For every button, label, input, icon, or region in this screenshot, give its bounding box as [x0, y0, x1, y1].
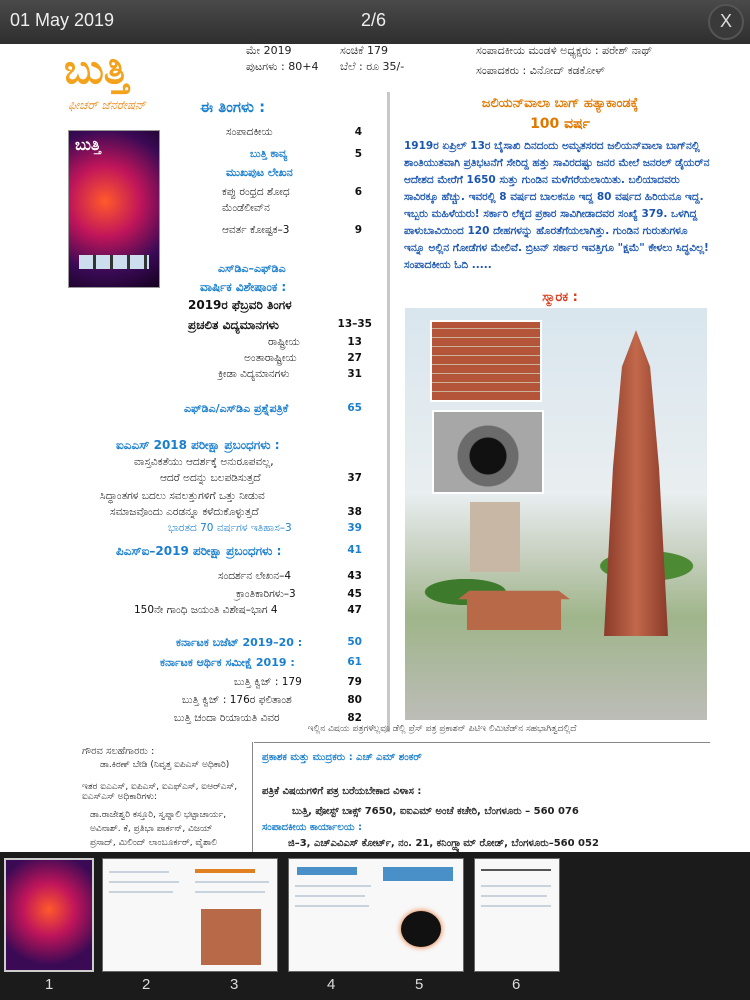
- price-info: ಬೆಲೆ : ರೂ 35/-: [340, 60, 405, 73]
- postal-address: ಬುತ್ತಿ, ಪೋಸ್ಟ್ ಬಾಕ್ಸ್ 7650, ಐಐಎಮ್ ಅಂಚೆ ಕಚೇರಿ, ಬೆಂಗಳೂರು – 560 076: [292, 806, 579, 817]
- logo-subtitle: ಫೀಚರ್ ಜೆನರೇಷನ್: [68, 98, 146, 112]
- toc-row-num: 37: [347, 472, 362, 484]
- memorial-heading: ಸ್ಮಾರಕ :: [542, 290, 578, 305]
- cover-title: ಬುತ್ತಿ: [75, 135, 101, 154]
- toc-row-num: 5: [354, 148, 362, 160]
- article-title: ಜಲಿಯನ್‌ವಾಲಾ ಬಾಗ್ ಹತ್ಯಾಕಾಂಡಕ್ಕೆ: [481, 96, 639, 111]
- magazine-logo: ಬುತ್ತಿ: [64, 46, 129, 93]
- sda-fda-heading: ಎಸ್‌ಡಿಎ–ಎಫ್‌ಡಿಎ: [218, 262, 286, 275]
- office-label: ಸಂಪಾದಕೀಯ ಕಾರ್ಯಾಲಯ :: [262, 822, 363, 833]
- thumbnail-page-6[interactable]: [474, 858, 560, 972]
- toc-row-label: ವಾಸ್ತವಿಕತೆಯು ಆದರ್ಶಕ್ಕೆ ಅನುರೂಪವಲ್ಲ,: [134, 456, 274, 468]
- page-indicator: 2/6: [361, 10, 387, 30]
- cover-faces: [79, 255, 149, 269]
- toc-row-label: ಆವರ್ತ ಕೋಷ್ಟಕ–3: [222, 224, 290, 236]
- footer-divider: [254, 742, 710, 743]
- publisher-label: ಪ್ರಕಾಶಕ ಮತ್ತು ಮುದ್ರಕರು : ಎಚ್ ಎಮ್ ಶಂಕರ್: [262, 752, 422, 763]
- toc-row-label: ಕ್ರಾಂತಿಕಾರಿಗಳು–3: [236, 588, 296, 600]
- budget-label: ಕರ್ನಾಟಕ ಬಜೆಟ್ 2019–20 :: [176, 636, 303, 649]
- month-year: ಮೇ 2019: [246, 44, 292, 57]
- board-chief: ಸಂಪಾದಕೀಯ ಮಂಡಳಿ ಅಧ್ಯಕ್ಷರು : ಪರೇಶ್ ನಾಥ್: [476, 44, 653, 57]
- toc-row-label: ಮೆಂಡೆಲೀವ್‌ನ: [222, 202, 270, 214]
- toc-row-num: 80: [347, 694, 362, 706]
- toc-row-label: ಬುತ್ತಿ ಕ್ವಿಜ್ : 176ರ ಫಲಿತಾಂಶ: [182, 694, 292, 706]
- thumbnail-label: 1: [45, 976, 54, 993]
- page-thumbnail-strip: [0, 852, 750, 1000]
- bullet-marks-photo: [430, 320, 542, 402]
- thumbnail-label: 3: [230, 976, 239, 993]
- thumbnail-label: 5: [415, 976, 424, 993]
- partnership-caption: ಇಲ್ಲಿನ ವಿಷಯ ಪತ್ರಗಳೆಲ್ಲವೂ ಡೆಲ್ಲಿ ಪ್ರೆಸ್ ಪತ್ರ ಪ್ರಕಾಶನ್ ಪಿಟಿಇ ಲಿಮಿಟೆಡ್‌ನ ಸಹಭಾಗಿತ್ವದಲ್ಲಿದೆ: [307, 724, 577, 734]
- toc-row-label: ಭಾರತದ 70 ವರ್ಷಗಳ ಇತಿಹಾಸ–3: [168, 522, 292, 534]
- editor-name: ಸಂಪಾದಕರು : ವಿನೋದ್ ಕಡಕೋಳ್: [476, 64, 605, 77]
- toc-row-label: ಬುತ್ತಿ ಕಾವ್ಯ: [250, 148, 288, 160]
- toc-section-heading: ಮುಖಪುಟ ಲೇಖನ: [226, 166, 293, 179]
- question-paper-num: 65: [347, 402, 362, 414]
- office-address: ಜಿ–3, ಎಚ್‌ಎವಿಎಸ್ ಕೋರ್ಟ್, ನಂ. 21, ಕನಿಂಗ್ಹ್ಯಾಮ್ ರೋಡ್, ಬೆಂಗಳೂರು–560 052: [288, 838, 599, 849]
- article-body: 1919ರ ಏಪ್ರಿಲ್ 13ರ ಬೈಸಾಖಿ ದಿನದಂದು ಅಮೃತಸರದ ಜಲಿಯನ್‌ವಾಲಾ ಬಾಗ್‌ನಲ್ಲಿ ಶಾಂತಿಯುತವಾಗಿ ಪ್ರತಿಭಟನೆಗೆ ಸೇರಿದ್ದ ಹತ್ತು ಸಾವಿರದಷ್ಟು ಜನರ ಮೇಲೆ ಜನರಲ್ ಡೈಯರ್‌ನ ಆದೇಶದ ಮೇರೆಗೆ 1650 ಸುತ್ತು ಗುಂಡಿನ ಮಳೆಗರೆಯಲಾಯಿತು. ಬಲಿಯಾದವರು ಸಾವಿರಕ್ಕೂ ಹೆಚ್ಚು. ಇವರಲ್ಲಿ 8 ವರ್ಷದ ಬಾಲಕನೂ ಇದ್ದ 80 ವರ್ಷದ ಹಿರಿಯನೂ ಇದ್ದ. ಇಬ್ಬರು ಮಹಿಳೆಯರು! ಸರ್ಕಾರಿ ಲೆಕ್ಕದ ಪ್ರಕಾರ ಸಾವಿಗೀಡಾದವರ ಸಂಖ್ಯೆ 379. ಒಳಗಿದ್ದ ಪಾಳುಬಾವಿಯಿಂದ 120 ದೇಹಗಳನ್ನು ಹೊರತೆಗೆಯಲಾಗಿತ್ತು. ಗುಂಡಿನ ಗುರುತುಗಳೂ ಇನ್ನೂ ಅಲ್ಲಿನ ಗೋಡೆಗಳ ಮೇಲಿವೆ. ಬ್ರಿಟನ್ ಸರ್ಕಾರ ಇವತ್ತಿಗೂ "ಕ್ಷಮೆ" ಕೇಳಲು ಸಿದ್ಧವಿಲ್ಲ! ಸಂಪಾದಕೀಯ ಓದಿ .....: [404, 140, 710, 271]
- page-count-info: ಪುಟಗಳು : 80+4: [246, 60, 319, 73]
- toc-row-num: 27: [347, 352, 362, 364]
- magazine-page[interactable]: [0, 44, 750, 852]
- survey-num: 61: [347, 656, 362, 668]
- ias-essays-heading: ಐಎಎಸ್ 2018 ಪರೀಕ್ಷಾ ಪ್ರಬಂಧಗಳು :: [116, 438, 280, 452]
- martyrs-well-photo: [432, 410, 544, 494]
- advisor-label: ಗೌರವ ಸಲಹೆಗಾರರು :: [82, 746, 155, 757]
- toc-row-label: ಆದರೆ ಅದನ್ನು ಬಲಪಡಿಸುತ್ತದೆ: [160, 472, 261, 484]
- feb-heading: 2019ರ ಫೆಬ್ರವರಿ ತಿಂಗಳ: [188, 298, 292, 312]
- thumbnail-label: 2: [142, 976, 151, 993]
- current-affairs-label: ಪ್ರಚಲಿತ ವಿದ್ಯಮಾನಗಳು: [188, 318, 279, 332]
- officers-label: ಇತರ ಐಎಎಸ್, ಐಪಿಎಸ್, ಐಎಫ್‌ಎಸ್, ಐಆರ್‌ಎಸ್, ಐಎಸ್ಎಸ್ ಅಧಿಕಾರಿಗಳು:: [82, 782, 238, 802]
- toc-row-num: 39: [347, 522, 362, 534]
- budget-num: 50: [347, 636, 362, 648]
- toc-row-num: 79: [347, 676, 362, 688]
- toc-row-num: 13: [347, 336, 362, 348]
- close-icon: X: [719, 11, 732, 31]
- thumbnail-label: 6: [512, 976, 521, 993]
- toc-row-num: 43: [347, 570, 362, 582]
- toc-row-label: ಸಮಾಜವೊಂದು ಎರಡನ್ನೂ ಕಳೆದುಕೊಳ್ಳುತ್ತದೆ: [110, 506, 259, 518]
- thumbnail-pages-2-3[interactable]: [102, 858, 278, 972]
- background-building: [470, 502, 520, 572]
- article-subtitle: 100 ವರ್ಷ: [530, 116, 590, 132]
- officer-names: ಪ್ರಸಾದ್, ಮಿಲಿಂದ್ ಲಾಂಬೂರ್ಕರ್, ವೈಶಾಲಿ: [90, 838, 217, 848]
- thumbnail-label: 4: [327, 976, 336, 993]
- survey-label: ಕರ್ನಾಟಕ ಆರ್ಥಿಕ ಸಮೀಕ್ಷೆ 2019 :: [160, 656, 295, 669]
- officer-names: ಡಾ.ರಾಜೇಶ್ವರಿ ಕಸ್ತೂರಿ, ಸ್ವಪ್ನಾಲಿ ಭಟ್ಟಾಚಾರ್ಯ,: [90, 810, 227, 820]
- toc-row-num: 4: [354, 126, 362, 138]
- toc-row-label: 150ನೇ ಗಾಂಧಿ ಜಯಂತಿ ವಿಶೇಷ–ಭಾಗ 4: [134, 604, 278, 616]
- top-bar: [0, 0, 750, 44]
- toc-row-label: ಕಪ್ಪು ರಂಧ್ರದ ಶೋಧ: [222, 186, 290, 198]
- thumbnail-page-1[interactable]: [4, 858, 94, 972]
- officer-names: ಅವಿನಾಶ್. ಕೆ, ಪ್ರತಿಭಾ ಪಾರ್ಕನ್, ವಿಜಯ್: [90, 824, 213, 834]
- question-paper-label: ಎಫ್‌ಡಿಎ/ಎಸ್‌ಡಿಎ ಪ್ರಶ್ನೆಪತ್ರಿಕೆ: [184, 402, 289, 415]
- address-label: ಪತ್ರಿಕೆ ವಿಷಯಗಳಿಗೆ ಪತ್ರ ಬರೆಯಬೇಕಾದ ವಿಳಾಸ :: [262, 786, 422, 797]
- toc-row-label: ಬುತ್ತಿ ಚಂದಾ ರಿಯಾಯತಿ ವಿವರ: [174, 712, 280, 724]
- toc-row-label: ಅಂತಾರಾಷ್ಟ್ರೀಯ: [244, 352, 297, 364]
- toc-row-num: 31: [347, 368, 362, 380]
- toc-row-label: ಸಿದ್ಧಾಂತಗಳ ಬದಲು ಸವಲತ್ತುಗಳಿಗೆ ಒತ್ತು ನೀಡುವ: [100, 490, 265, 502]
- toc-row-num: 45: [347, 588, 362, 600]
- issue-number: ಸಂಚಿಕೆ 179: [340, 44, 388, 57]
- toc-row-num: 9: [354, 224, 362, 236]
- psi-essays-num: 41: [347, 544, 362, 556]
- footer-column-divider: [252, 742, 253, 852]
- psi-essays-heading: ಪಿಎಸ್‌ಐ–2019 ಪರೀಕ್ಷಾ ಪ್ರಬಂಧಗಳು :: [116, 544, 282, 558]
- toc-row-label: ಬುತ್ತಿ ಕ್ವಿಜ್ : 179: [234, 676, 302, 688]
- thumbnail-pages-4-5[interactable]: [288, 858, 464, 972]
- cover-image: [68, 130, 160, 288]
- issue-date: 01 May 2019: [10, 10, 115, 30]
- toc-row-label: ಸಂಪಾದಕೀಯ: [226, 126, 273, 138]
- toc-row-num: 82: [347, 712, 362, 724]
- toc-row-label: ರಾಷ್ಟ್ರೀಯ: [268, 336, 300, 348]
- toc-row-label: ಕ್ರೀಡಾ ವಿದ್ಯಮಾನಗಳು: [218, 368, 290, 380]
- column-divider: [387, 92, 390, 732]
- toc-row-num: 47: [347, 604, 362, 616]
- close-button[interactable]: [708, 4, 744, 40]
- toc-row-num: 6: [354, 186, 362, 198]
- toc-row-num: 38: [347, 506, 362, 518]
- toc-row-label: ಸಂದರ್ಶನ ಲೇಖನ–4: [218, 570, 292, 582]
- advisor-name: ಡಾ.ಕಿರಣ್ ಬೇಡಿ (ನಿವೃತ್ತ ಐಪಿಎಸ್ ಅಧಿಕಾರಿ): [100, 760, 230, 770]
- current-affairs-num: 13–35: [337, 318, 372, 330]
- toc-heading: ಈ ತಿಂಗಳು :: [200, 98, 266, 116]
- annual-special-heading: ವಾರ್ಷಿಕ ವಿಶೇಷಾಂಕ :: [200, 280, 287, 294]
